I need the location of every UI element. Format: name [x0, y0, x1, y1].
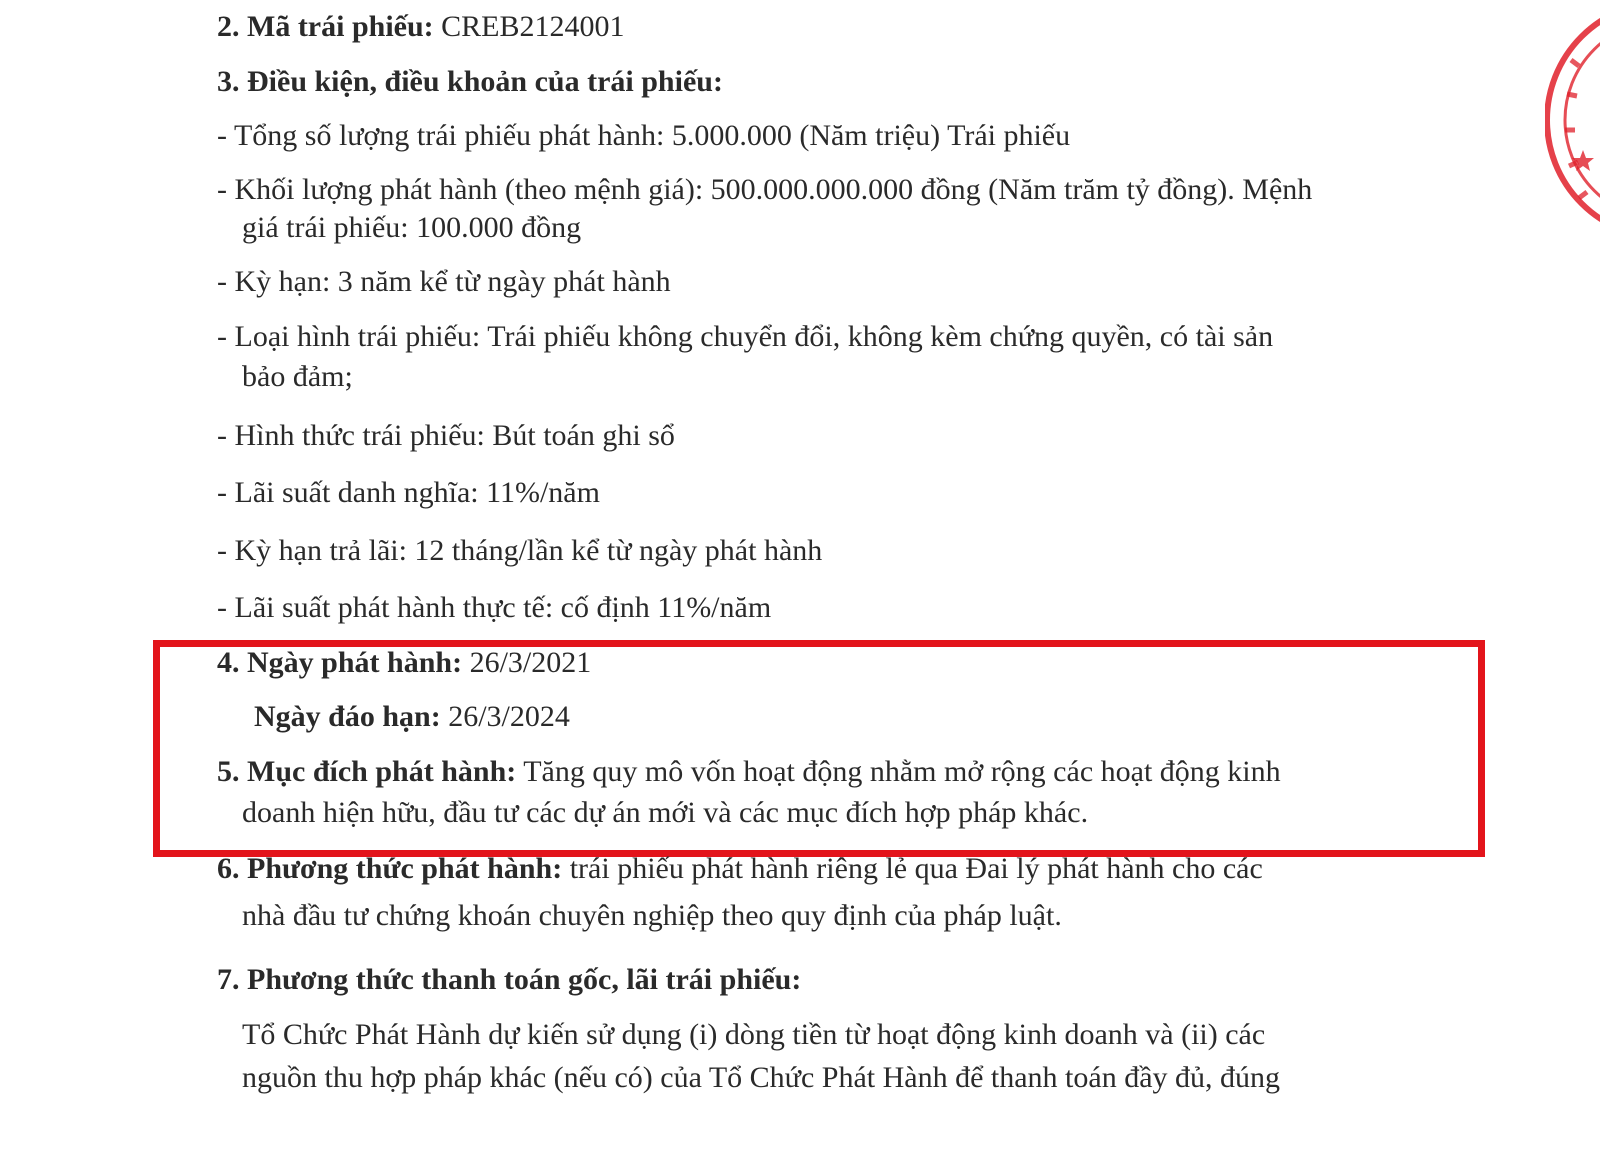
- terms-line-tenor: - Kỳ hạn: 3 năm kể từ ngày phát hành: [217, 265, 671, 298]
- terms-line-actual-rate: - Lãi suất phát hành thực tế: cố định 11%/năm: [217, 591, 772, 624]
- terms-heading: 3. Điều kiện, điều khoản của trái phiếu:: [217, 65, 723, 98]
- purpose-line: [217, 755, 1281, 789]
- company-seal-icon: [1545, 0, 1600, 260]
- maturity-date-line: [254, 700, 570, 734]
- terms-line-bond-type: - Loại hình trái phiếu: Trái phiếu không chuyển đổi, không kèm chứng quyền, có tài sản: [217, 320, 1274, 353]
- bond-code-label: 2. Mã trái phiếu:: [217, 10, 434, 43]
- bond-code-value: CREB2124001: [441, 10, 625, 43]
- bond-code-line: [217, 10, 625, 44]
- issue-date-label: 4. Ngày phát hành:: [217, 646, 463, 679]
- terms-line-total-quantity: - Tổng số lượng trái phiếu phát hành: 5.000.000 (Năm triệu) Trái phiếu: [217, 119, 1071, 152]
- payment-method-line-2: nguồn thu hợp pháp khác (nếu có) của Tổ Chức Phát Hành để thanh toán đầy đủ, đúng: [242, 1061, 1281, 1094]
- purpose-label: 5. Mục đích phát hành:: [217, 755, 517, 788]
- issue-date-line: [217, 646, 591, 680]
- issuance-method-line: [217, 852, 1263, 886]
- terms-line-issue-volume-cont: giá trái phiếu: 100.000 đồng: [242, 211, 582, 244]
- issuance-method-value: trái phiếu phát hành riêng lẻ qua Đai lý phát hành cho các: [569, 852, 1263, 885]
- payment-method-heading: 7. Phương thức thanh toán gốc, lãi trái phiếu:: [217, 963, 802, 996]
- terms-line-interest-period: - Kỳ hạn trả lãi: 12 tháng/lần kể từ ngày phát hành: [217, 534, 823, 567]
- terms-line-bond-type-cont: bảo đảm;: [242, 360, 353, 393]
- issuance-method-label: 6. Phương thức phát hành:: [217, 852, 563, 885]
- terms-line-bond-form: - Hình thức trái phiếu: Bút toán ghi sổ: [217, 419, 675, 452]
- maturity-date-label: Ngày đáo hạn:: [254, 700, 441, 733]
- issuance-method-line-cont: nhà đầu tư chứng khoán chuyên nghiệp theo quy định của pháp luật.: [242, 899, 1062, 932]
- maturity-date-value: 26/3/2024: [448, 700, 570, 733]
- payment-method-line-1: Tổ Chức Phát Hành dự kiến sử dụng (i) dòng tiền từ hoạt động kinh doanh và (ii) các: [242, 1018, 1266, 1051]
- terms-line-nominal-rate: - Lãi suất danh nghĩa: 11%/năm: [217, 476, 600, 509]
- purpose-value: Tăng quy mô vốn hoạt động nhằm mở rộng các hoạt động kinh: [523, 755, 1281, 788]
- purpose-line-cont: doanh hiện hữu, đầu tư các dự án mới và các mục đích hợp pháp khác.: [242, 796, 1089, 829]
- terms-line-issue-volume: - Khối lượng phát hành (theo mệnh giá): 500.000.000.000 đồng (Năm trăm tỷ đồng). Mệnh: [217, 173, 1313, 206]
- issue-date-value: 26/3/2021: [469, 646, 592, 679]
